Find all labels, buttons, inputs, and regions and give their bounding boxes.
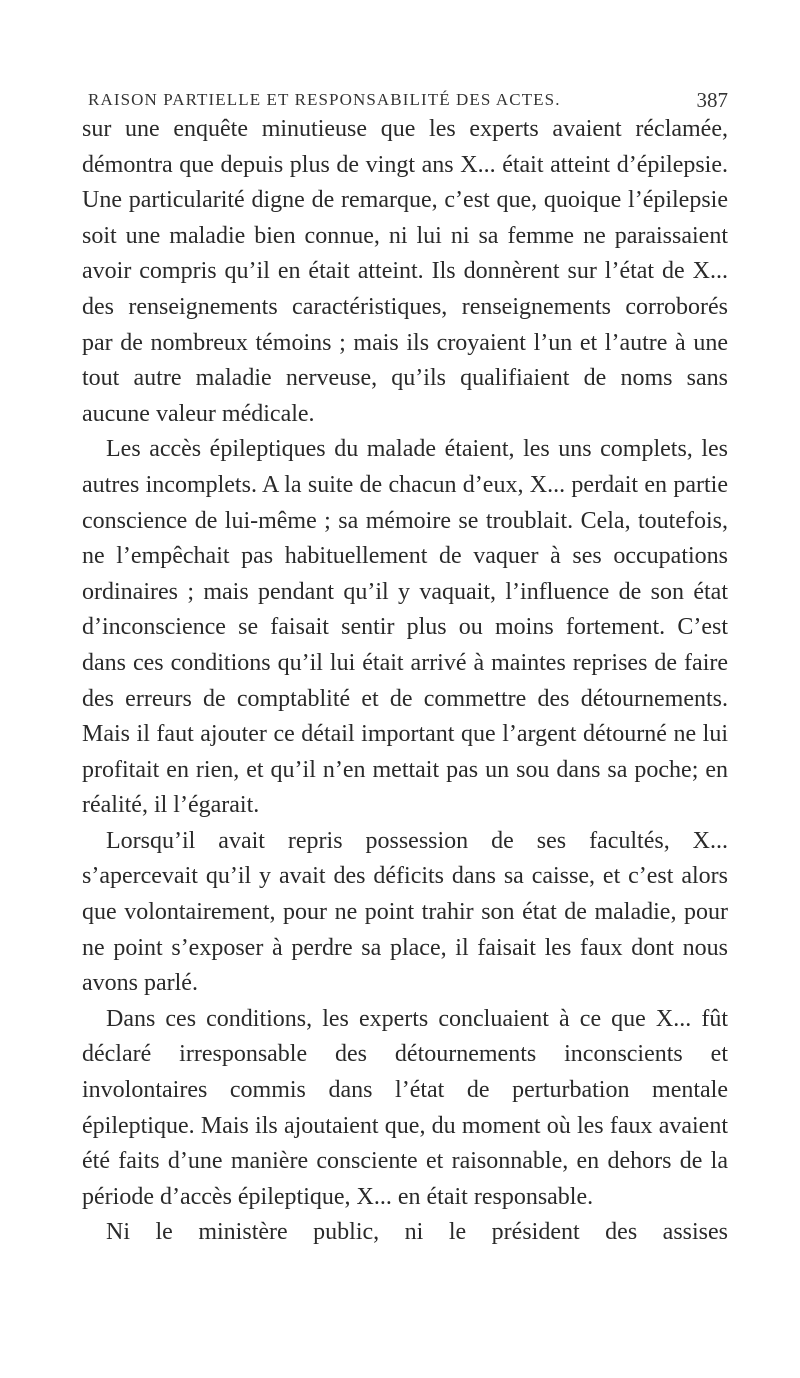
paragraph-4: Dans ces conditions, les experts concluaient à ce que X... fût déclaré irresponsable des détournements inconscients et involontaires commis dans l’état de perturbation mentale épileptique. Mais ils ajoutaient que, du moment où les faux avaient été faits d’une manière consciente et raisonnable, en dehors de la période d’accès épileptique, X... en était responsable.	[82, 1005, 728, 1210]
paragraph-1: sur une enquête minutieuse que les experts avaient réclamée, démontra que depuis plus de vingt ans X... était atteint d’épilepsie. Une particularité digne de remarque, c’est que, quoique l’épilepsie soit une maladie bien connue, ni lui ni sa femme ne paraissaient avoir compris qu’il en était atteint. Ils donnèrent sur l’état de X... des renseignements caractéristiques, renseignements corroborés par de nombreux témoins ; mais ils croyaient l’un et l’autre à une tout autre maladie nerveuse, qu’ils qualifiaient de noms sans aucune valeur médicale.	[82, 116, 728, 427]
body-text	[82, 112, 728, 1251]
paragraph-5: Ni le ministère public, ni le président des assises	[106, 1219, 728, 1246]
book-page	[82, 78, 728, 1251]
paragraph-3: Lorsqu’il avait repris possession de ses facultés, X... s’apercevait qu’il y avait des déficits dans sa caisse, et c’est alors que volontairement, pour ne point trahir son état de maladie, pour ne point s’exposer à perdre sa place, il faisait les faux dont nous avons parlé.	[82, 827, 728, 997]
running-title: RAISON PARTIELLE ET RESPONSABILITÉ DES ACTES.	[88, 90, 561, 109]
page-number: 387	[696, 88, 728, 112]
paragraph-2: Les accès épileptiques du malade étaient, les uns complets, les autres incomplets. A la suite de chacun d’eux, X... perdait en partie conscience de lui-même ; sa mémoire se troublait. Cela, toutefois, ne l’empêchait pas habituellement de vaquer à ses occupations ordinaires ; mais pendant qu’il y vaquait, l’influence de son état d’inconscience se faisait sentir plus ou moins fortement. C’est dans ces conditions qu’il lui était arrivé à maintes reprises de faire des erreurs de comptablité et de commettre des détournements. Mais il faut ajouter ce détail important que l’argent détourné ne lui profitait en rien, et qu’il n’en mettait pas un sou dans sa poche; en réalité, il l’égarait.	[82, 436, 728, 819]
running-head	[82, 78, 728, 112]
